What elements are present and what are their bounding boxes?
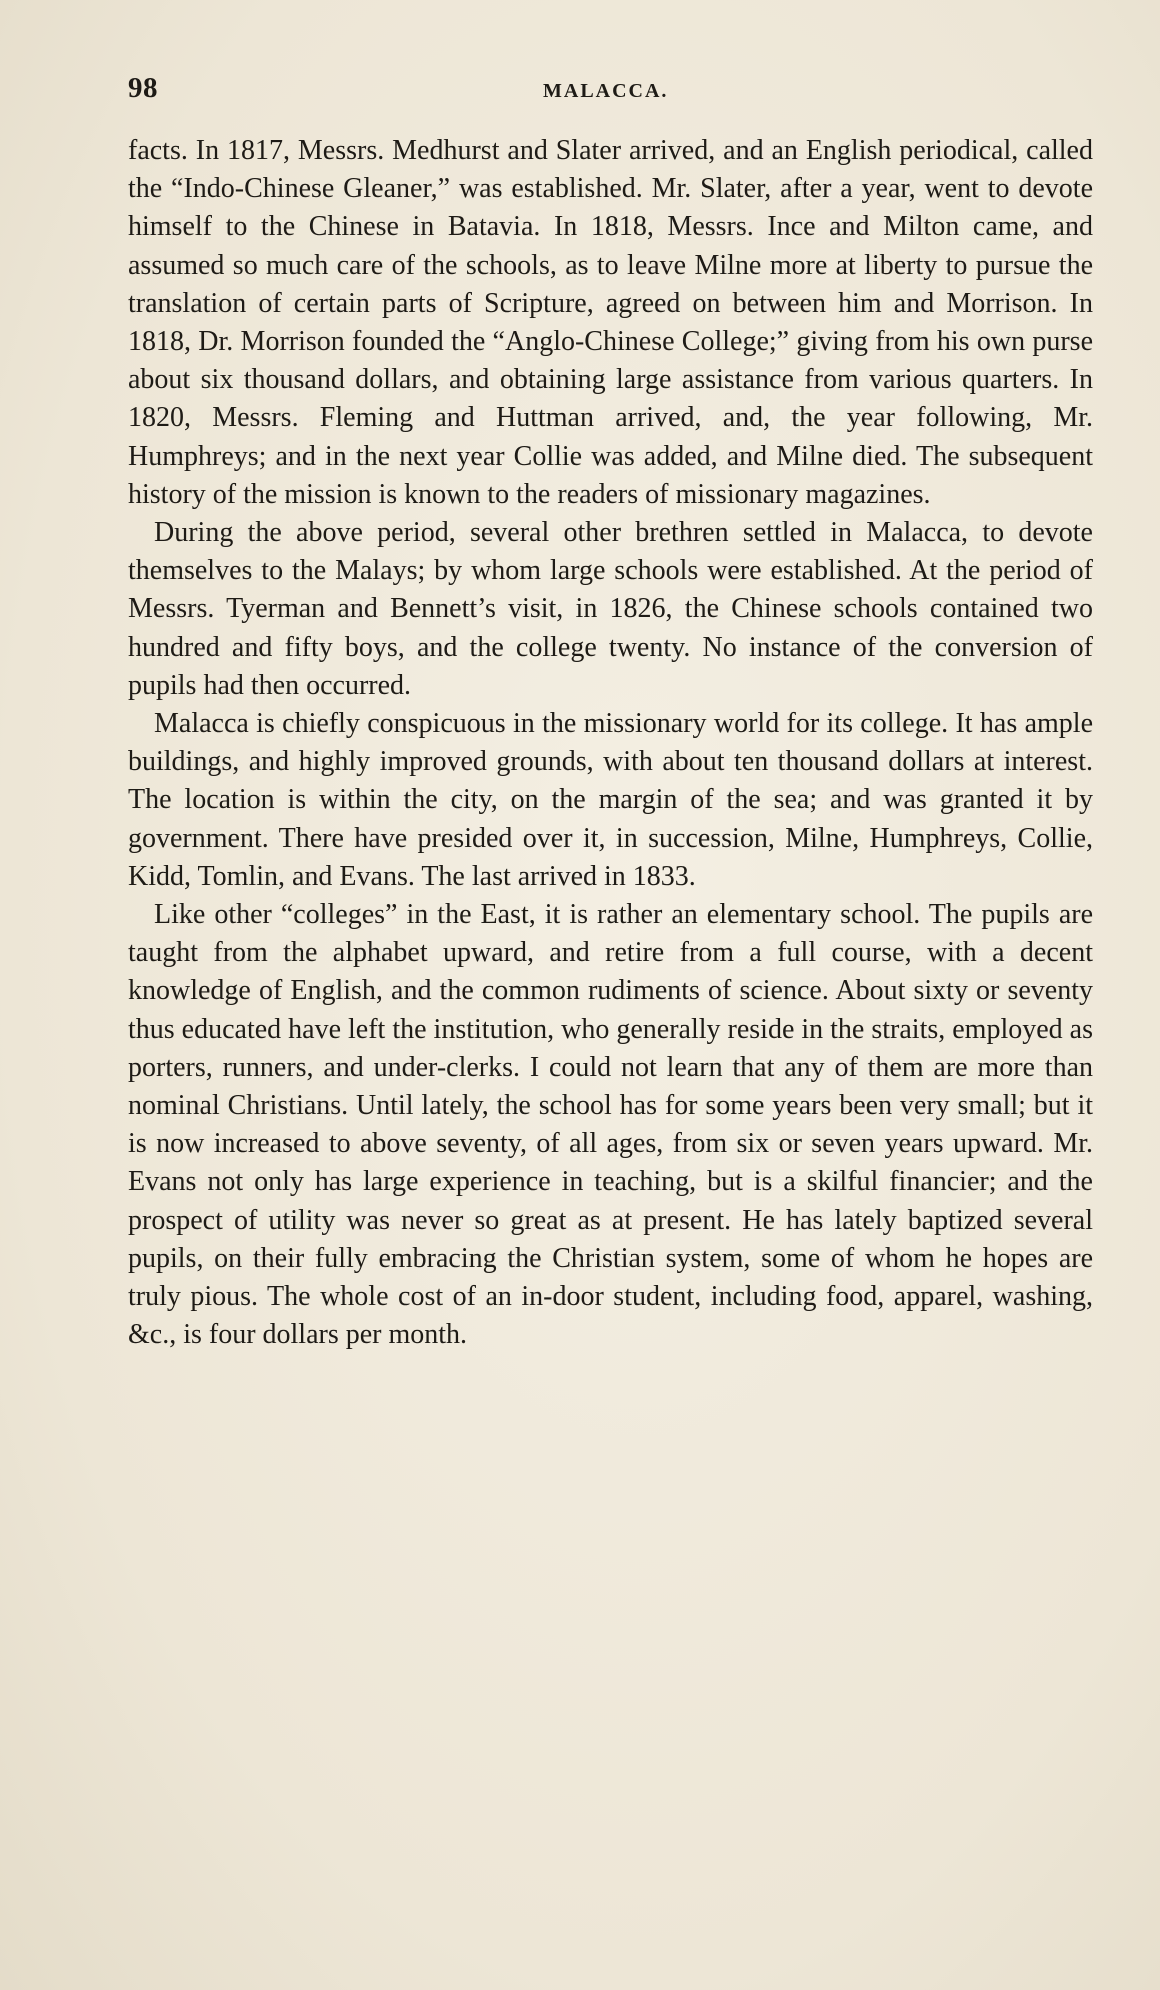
running-title: MALACCA. — [543, 80, 669, 102]
page-number: 98 — [128, 72, 158, 104]
paragraph-4: Like other “colleges” in the East, it is rather an elementary school. The pupils are taught from the alphabet upward, and retire from a full course, with a decent knowledge of English, and the common rudiments of science. About sixty or seventy thus educated have left the institution, who generally reside in the straits, employed as porters, runners, and under-clerks. I could not learn that any of them are more than nominal Christians. Until lately, the school has for some years been very small; but it is now increased to above seventy, of all ages, from six or seven years upward. Mr. Evans not only has large experience in teaching, but is a skilful financier; and the prospect of utility was never so great as at present. He has lately baptized several pupils, on their fully embracing the Christian system, some of whom he hopes are truly pious. The whole cost of an in-door student, including food, apparel, washing, &c., is four dollars per month. — [128, 899, 1093, 1351]
paragraph-2: During the above period, several other brethren settled in Malacca, to devote themselves to the Malays; by whom large schools were established. At the period of Messrs. Tyerman and Bennett’s visit, in 1826, the Chinese schools contained two hundred and fifty boys, and the college twenty. No instance of the conversion of pupils had then occurred. — [128, 517, 1093, 701]
paragraph-3: Malacca is chiefly conspicuous in the missionary world for its college. It has ample buildings, and highly improved grounds, with about ten thousand dollars at interest. The location is within the city, on the margin of the sea; and was granted it by government. There have presided over it, in succession, Milne, Humphreys, Collie, Kidd, Tomlin, and Evans. The last arrived in 1833. — [128, 708, 1093, 892]
body-text — [128, 132, 1093, 1355]
paragraph-1: facts. In 1817, Messrs. Medhurst and Slater arrived, and an English periodical, called the “Indo-Chinese Gleaner,” was established. Mr. Slater, after a year, went to devote himself to the Chinese in Batavia. In 1818, Messrs. Ince and Milton came, and assumed so much care of the schools, as to leave Milne more at liberty to pursue the translation of certain parts of Scripture, agreed on between him and Morrison. In 1818, Dr. Morrison founded the “Anglo-Chinese College;” giving from his own purse about six thousand dollars, and obtaining large assistance from various quarters. In 1820, Messrs. Fleming and Huttman arrived, and, the year following, Mr. Humphreys; and in the next year Collie was added, and Milne died. The subsequent history of the mission is known to the readers of missionary magazines. — [128, 135, 1093, 510]
page-header — [128, 72, 1093, 112]
